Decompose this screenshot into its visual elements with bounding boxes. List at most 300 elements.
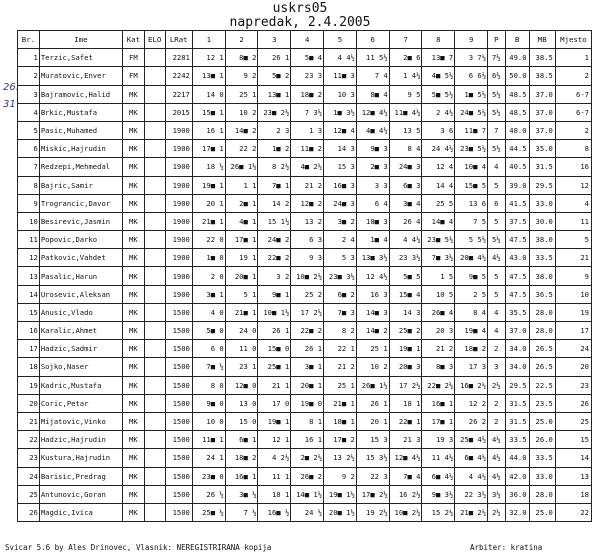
- table-cell: [144, 194, 165, 212]
- table-cell: 1■ 2: [258, 140, 291, 158]
- table-cell: 7½: [488, 49, 505, 67]
- table-cell: [144, 394, 165, 412]
- table-cell: 11■ 2: [291, 140, 324, 158]
- table-cell: 19■ 1: [389, 340, 422, 358]
- table-cell: MK: [122, 358, 144, 376]
- table-cell: 1500: [165, 340, 192, 358]
- table-cell: 1900: [165, 267, 192, 285]
- table-cell: 1900: [165, 176, 192, 194]
- table-cell: 11 5½: [356, 49, 389, 67]
- table-cell: Patkovic,Vahdet: [39, 249, 122, 267]
- table-cell: 34.0: [505, 358, 529, 376]
- table-row: [18, 231, 592, 249]
- table-cell: 12: [555, 176, 591, 194]
- table-cell: 6: [18, 140, 40, 158]
- table-cell: 6 3: [291, 231, 324, 249]
- table-cell: 3: [488, 358, 505, 376]
- table-cell: 10 0: [192, 412, 225, 430]
- table-cell: 2■ 3: [356, 158, 389, 176]
- table-cell: 37.5: [505, 212, 529, 230]
- table-cell: 36.5: [529, 285, 555, 303]
- table-cell: 22: [18, 431, 40, 449]
- table-cell: 13■ 3½: [356, 249, 389, 267]
- table-cell: 38.5: [529, 67, 555, 85]
- table-cell: 12■ 0: [225, 376, 258, 394]
- table-cell: 16 1: [291, 431, 324, 449]
- table-cell: [144, 49, 165, 67]
- table-row: [18, 140, 592, 158]
- table-cell: 1900: [165, 121, 192, 139]
- table-cell: 16: [18, 322, 40, 340]
- table-cell: 16■ 2½: [455, 376, 488, 394]
- table-cell: Bajric,Samir: [39, 176, 122, 194]
- table-cell: 22 0: [192, 231, 225, 249]
- table-cell: 11: [555, 212, 591, 230]
- table-cell: 1: [555, 49, 591, 67]
- table-cell: 20■ 1½: [324, 503, 357, 521]
- table-cell: MK: [122, 485, 144, 503]
- column-header: 4: [291, 31, 324, 49]
- table-cell: 14■ 2: [225, 121, 258, 139]
- table-cell: 2: [488, 394, 505, 412]
- table-cell: 12■ 4½: [356, 103, 389, 121]
- table-cell: 26 1: [356, 394, 389, 412]
- table-row: [18, 249, 592, 267]
- table-cell: 7 ½: [225, 503, 258, 521]
- table-cell: 5 1: [225, 285, 258, 303]
- table-cell: 4■ 5½: [422, 67, 455, 85]
- table-cell: 3■ 1: [291, 358, 324, 376]
- table-cell: 13 5: [389, 121, 422, 139]
- table-cell: 26.0: [529, 431, 555, 449]
- table-cell: MK: [122, 340, 144, 358]
- table-cell: 26■ 2: [291, 467, 324, 485]
- table-cell: 8■ 2: [225, 49, 258, 67]
- table-cell: 7: [18, 158, 40, 176]
- table-cell: MK: [122, 322, 144, 340]
- table-cell: 9■ 0: [192, 394, 225, 412]
- table-cell: 16■ 3: [324, 176, 357, 194]
- table-cell: 22■ 2: [258, 249, 291, 267]
- table-cell: 3½: [488, 485, 505, 503]
- table-cell: [144, 322, 165, 340]
- table-cell: 1■ 0: [192, 249, 225, 267]
- table-cell: [144, 412, 165, 430]
- table-cell: 44.0: [505, 449, 529, 467]
- table-cell: 9■ 3½: [422, 485, 455, 503]
- table-cell: [144, 485, 165, 503]
- table-row: [18, 322, 592, 340]
- table-cell: 4■ 4½: [356, 121, 389, 139]
- table-cell: 1500: [165, 394, 192, 412]
- table-cell: 10 2: [225, 103, 258, 121]
- column-header: 8: [422, 31, 455, 49]
- table-cell: 12■ 4½: [389, 449, 422, 467]
- table-cell: 7 5: [455, 212, 488, 230]
- table-cell: [144, 121, 165, 139]
- table-cell: 23■ 0: [192, 467, 225, 485]
- table-cell: 9 3: [291, 249, 324, 267]
- table-cell: 15 2½: [422, 503, 455, 521]
- table-cell: 10: [18, 212, 40, 230]
- table-cell: 38.5: [529, 49, 555, 67]
- table-cell: 1500: [165, 412, 192, 430]
- table-cell: 48.0: [505, 121, 529, 139]
- table-cell: [144, 140, 165, 158]
- table-cell: MK: [122, 85, 144, 103]
- table-cell: 33.0: [529, 467, 555, 485]
- table-cell: 14 0: [192, 85, 225, 103]
- table-cell: 17■ 1: [422, 412, 455, 430]
- table-cell: 6■ 1: [225, 431, 258, 449]
- table-cell: 22■ 1: [389, 412, 422, 430]
- table-cell: 29.5: [529, 176, 555, 194]
- table-cell: 19■ 1: [192, 176, 225, 194]
- table-cell: 6 6½: [455, 67, 488, 85]
- table-cell: 5: [488, 285, 505, 303]
- table-cell: 25.0: [529, 503, 555, 521]
- table-cell: 11■ 3: [324, 67, 357, 85]
- table-cell: 34.0: [505, 340, 529, 358]
- table-cell: 1900: [165, 194, 192, 212]
- table-cell: 20■ 4½: [455, 249, 488, 267]
- table-cell: 23: [18, 449, 40, 467]
- table-cell: Anusic,Vlado: [39, 303, 122, 321]
- table-cell: 19: [18, 376, 40, 394]
- table-cell: 2: [488, 340, 505, 358]
- table-cell: 12 4: [422, 158, 455, 176]
- table-cell: 22■ 2: [291, 322, 324, 340]
- table-cell: Pasic,Muhamed: [39, 121, 122, 139]
- table-cell: 9 2: [324, 467, 357, 485]
- table-cell: [144, 231, 165, 249]
- table-cell: MK: [122, 267, 144, 285]
- table-cell: 6-7: [555, 103, 591, 121]
- table-cell: MK: [122, 121, 144, 139]
- table-cell: 5: [488, 267, 505, 285]
- table-cell: 9■ 5: [455, 267, 488, 285]
- table-row: [18, 67, 592, 85]
- table-cell: 5: [18, 121, 40, 139]
- table-cell: 48.5: [505, 85, 529, 103]
- table-cell: 1900: [165, 249, 192, 267]
- table-cell: 26 4: [389, 212, 422, 230]
- table-cell: 26: [18, 503, 40, 521]
- table-cell: 13■ 7: [422, 49, 455, 67]
- table-cell: 13 2½: [324, 449, 357, 467]
- table-cell: 18■ 2: [225, 449, 258, 467]
- table-cell: 2■ 1: [225, 194, 258, 212]
- table-cell: Trograncic,Davor: [39, 194, 122, 212]
- table-cell: 8 2: [324, 322, 357, 340]
- table-cell: 2 0: [192, 267, 225, 285]
- table-cell: 22 1: [324, 340, 357, 358]
- table-cell: 3■ 2: [324, 212, 357, 230]
- table-cell: 13■ 1: [258, 85, 291, 103]
- table-cell: 4 2½: [258, 449, 291, 467]
- table-cell: Barisic,Predrag: [39, 467, 122, 485]
- table-cell: 15■ 5: [455, 176, 488, 194]
- table-row: [18, 467, 592, 485]
- table-cell: MK: [122, 103, 144, 121]
- table-cell: 1■ 4: [356, 231, 389, 249]
- table-cell: 5: [555, 231, 591, 249]
- table-cell: 20: [555, 358, 591, 376]
- table-cell: 10 2: [356, 358, 389, 376]
- table-cell: 28.0: [529, 303, 555, 321]
- table-cell: [144, 67, 165, 85]
- table-cell: 25 1: [324, 376, 357, 394]
- table-cell: 18: [555, 485, 591, 503]
- table-cell: 9: [18, 194, 40, 212]
- table-cell: 13 6: [455, 194, 488, 212]
- table-cell: 23■ 5½: [455, 140, 488, 158]
- table-cell: 17 2½: [389, 376, 422, 394]
- table-cell: 10■ 4: [455, 158, 488, 176]
- table-cell: 14 2: [258, 194, 291, 212]
- table-cell: 14■ 1½: [291, 485, 324, 503]
- table-cell: MK: [122, 431, 144, 449]
- table-cell: Redzepi,Mehmedal: [39, 158, 122, 176]
- table-cell: 7 4: [356, 67, 389, 85]
- table-cell: Magdic,Ivica: [39, 503, 122, 521]
- table-cell: 2: [18, 67, 40, 85]
- column-header: Kat: [122, 31, 144, 49]
- table-cell: 37.0: [529, 103, 555, 121]
- table-cell: 2■ 2½: [291, 449, 324, 467]
- column-header: 6: [356, 31, 389, 49]
- table-cell: 3 6: [422, 121, 455, 139]
- table-cell: 24■ 3: [389, 158, 422, 176]
- table-cell: 25■ 4½: [455, 431, 488, 449]
- table-cell: 2: [488, 412, 505, 430]
- table-cell: 18 1: [389, 394, 422, 412]
- table-cell: 9 5: [389, 85, 422, 103]
- table-cell: 2½: [488, 503, 505, 521]
- table-cell: Bajramovic,Halid: [39, 85, 122, 103]
- table-cell: 20■ 3: [389, 358, 422, 376]
- column-header: P: [488, 31, 505, 49]
- table-cell: Miskic,Hajrudin: [39, 140, 122, 158]
- table-row: [18, 303, 592, 321]
- table-cell: [144, 449, 165, 467]
- table-cell: 24: [18, 467, 40, 485]
- table-cell: 15 3½: [356, 449, 389, 467]
- table-cell: 23■ 5½: [422, 231, 455, 249]
- table-cell: MK: [122, 503, 144, 521]
- table-cell: [144, 340, 165, 358]
- table-cell: 7■ 4: [389, 467, 422, 485]
- table-cell: 24 ½: [291, 503, 324, 521]
- table-cell: 25■ 1: [258, 358, 291, 376]
- table-cell: 31.5: [505, 394, 529, 412]
- table-cell: MK: [122, 158, 144, 176]
- footer-software: Svicar 5.6 by Ales Drinovec, Vlasnik: NEREGISTRIRANA kopija: [5, 543, 272, 552]
- table-cell: 9■ 3: [356, 140, 389, 158]
- table-cell: 20■ 1: [291, 376, 324, 394]
- table-cell: 8 4: [455, 303, 488, 321]
- table-cell: 21 2: [324, 358, 357, 376]
- table-cell: 23.5: [529, 394, 555, 412]
- table-cell: MK: [122, 303, 144, 321]
- table-cell: Besirevic,Jasmin: [39, 212, 122, 230]
- table-cell: 24■ 2: [258, 231, 291, 249]
- table-cell: MK: [122, 194, 144, 212]
- table-cell: 22.5: [529, 376, 555, 394]
- table-cell: 2242: [165, 67, 192, 85]
- table-cell: 17 2½: [291, 303, 324, 321]
- table-cell: 13■ 1: [192, 67, 225, 85]
- table-cell: 14 3: [324, 140, 357, 158]
- table-cell: 24: [555, 340, 591, 358]
- table-cell: 26.5: [529, 358, 555, 376]
- table-cell: [144, 303, 165, 321]
- table-cell: [144, 158, 165, 176]
- table-cell: 1500: [165, 303, 192, 321]
- table-cell: 1500: [165, 503, 192, 521]
- table-cell: 16 3: [356, 285, 389, 303]
- table-cell: 2 4½: [422, 103, 455, 121]
- table-cell: 5■ 5: [389, 267, 422, 285]
- table-cell: 2015: [165, 103, 192, 121]
- table-cell: 26 ½: [192, 485, 225, 503]
- table-cell: 6: [488, 194, 505, 212]
- table-cell: 7■ 3½: [422, 249, 455, 267]
- table-cell: 15■ 4: [389, 285, 422, 303]
- table-cell: 19 3: [422, 431, 455, 449]
- table-cell: 2■ 6: [389, 49, 422, 67]
- table-cell: 4½: [488, 449, 505, 467]
- table-cell: 20 1: [356, 412, 389, 430]
- table-cell: 11■ 1: [192, 431, 225, 449]
- table-cell: 25.0: [529, 412, 555, 430]
- column-header: B: [505, 31, 529, 49]
- table-cell: 3■ 4: [389, 194, 422, 212]
- column-header: 1: [192, 31, 225, 49]
- table-cell: 3 2: [258, 267, 291, 285]
- table-cell: 4■ 1: [225, 212, 258, 230]
- table-cell: 19 1: [225, 249, 258, 267]
- table-cell: MK: [122, 412, 144, 430]
- table-cell: 1500: [165, 485, 192, 503]
- table-cell: 8: [555, 140, 591, 158]
- table-cell: 21: [555, 249, 591, 267]
- table-cell: 22 3½: [455, 485, 488, 503]
- table-cell: 8■ 4: [356, 85, 389, 103]
- table-cell: 21■ 2½: [455, 503, 488, 521]
- table-cell: 8 2½: [258, 158, 291, 176]
- table-cell: 18■ 2: [455, 340, 488, 358]
- table-cell: 9 2: [225, 67, 258, 85]
- table-cell: 47.5: [505, 231, 529, 249]
- table-cell: MK: [122, 285, 144, 303]
- table-row: [18, 49, 592, 67]
- table-cell: 6 0: [192, 340, 225, 358]
- table-cell: 18 ½: [192, 158, 225, 176]
- table-cell: 36.0: [505, 485, 529, 503]
- table-cell: 14■ 3: [356, 303, 389, 321]
- table-cell: 23 3: [291, 67, 324, 85]
- table-cell: 8 0: [192, 376, 225, 394]
- table-cell: 17■ 1: [225, 231, 258, 249]
- table-cell: 49.0: [505, 49, 529, 67]
- table-cell: MK: [122, 140, 144, 158]
- table-cell: 2281: [165, 49, 192, 67]
- table-cell: Urosevic,Aleksan: [39, 285, 122, 303]
- table-row: [18, 103, 592, 121]
- table-cell: 16 2½: [389, 485, 422, 503]
- table-cell: 5: [488, 176, 505, 194]
- table-row: [18, 285, 592, 303]
- table-cell: 37.0: [529, 121, 555, 139]
- table-cell: 3: [18, 85, 40, 103]
- table-cell: 2: [555, 67, 591, 85]
- table-row: [18, 394, 592, 412]
- table-cell: 31.5: [529, 158, 555, 176]
- table-cell: [144, 431, 165, 449]
- table-cell: 14 4: [422, 176, 455, 194]
- table-cell: 42.0: [505, 467, 529, 485]
- table-cell: 1500: [165, 358, 192, 376]
- table-row: [18, 358, 592, 376]
- column-header: MB: [529, 31, 555, 49]
- table-cell: 5■ 2: [258, 67, 291, 85]
- table-cell: 17■ 2½: [356, 485, 389, 503]
- table-cell: 25: [555, 412, 591, 430]
- table-cell: FM: [122, 67, 144, 85]
- table-cell: 26 1: [291, 340, 324, 358]
- handwritten-note: 31: [3, 99, 16, 110]
- table-cell: 38.0: [529, 231, 555, 249]
- table-cell: 16■ 1: [422, 394, 455, 412]
- table-cell: 18■ 2: [291, 85, 324, 103]
- table-cell: [144, 212, 165, 230]
- table-cell: MK: [122, 249, 144, 267]
- table-cell: 3■ ½: [225, 485, 258, 503]
- table-cell: 9■ 1: [258, 285, 291, 303]
- table-cell: 1■ 3½: [324, 103, 357, 121]
- table-cell: 4 4½: [389, 231, 422, 249]
- table-cell: 19■ 1½: [324, 485, 357, 503]
- table-cell: [144, 85, 165, 103]
- table-cell: 47.5: [505, 267, 529, 285]
- table-cell: 38.0: [529, 267, 555, 285]
- table-cell: 10■ 1½: [258, 303, 291, 321]
- table-cell: 23 3½: [389, 249, 422, 267]
- table-cell: 10 5: [422, 285, 455, 303]
- table-cell: 41.5: [505, 194, 529, 212]
- table-cell: 44.5: [505, 140, 529, 158]
- table-cell: 20 1: [192, 194, 225, 212]
- table-cell: 26■ 4: [422, 303, 455, 321]
- table-cell: Popovic,Darko: [39, 231, 122, 249]
- table-row: [18, 485, 592, 503]
- table-cell: 21 3: [389, 431, 422, 449]
- table-cell: MK: [122, 231, 144, 249]
- table-cell: 21■ 1: [225, 303, 258, 321]
- table-cell: 2 3: [258, 121, 291, 139]
- table-row: [18, 212, 592, 230]
- table-cell: 7: [488, 121, 505, 139]
- table-cell: 26 1: [258, 322, 291, 340]
- table-cell: Mijatovic,Vinko: [39, 412, 122, 430]
- table-cell: MK: [122, 176, 144, 194]
- table-cell: 35.0: [529, 140, 555, 158]
- table-cell: 2½: [488, 376, 505, 394]
- column-header: 5: [324, 31, 357, 49]
- table-cell: Terzic,Safet: [39, 49, 122, 67]
- table-cell: 17 3: [455, 358, 488, 376]
